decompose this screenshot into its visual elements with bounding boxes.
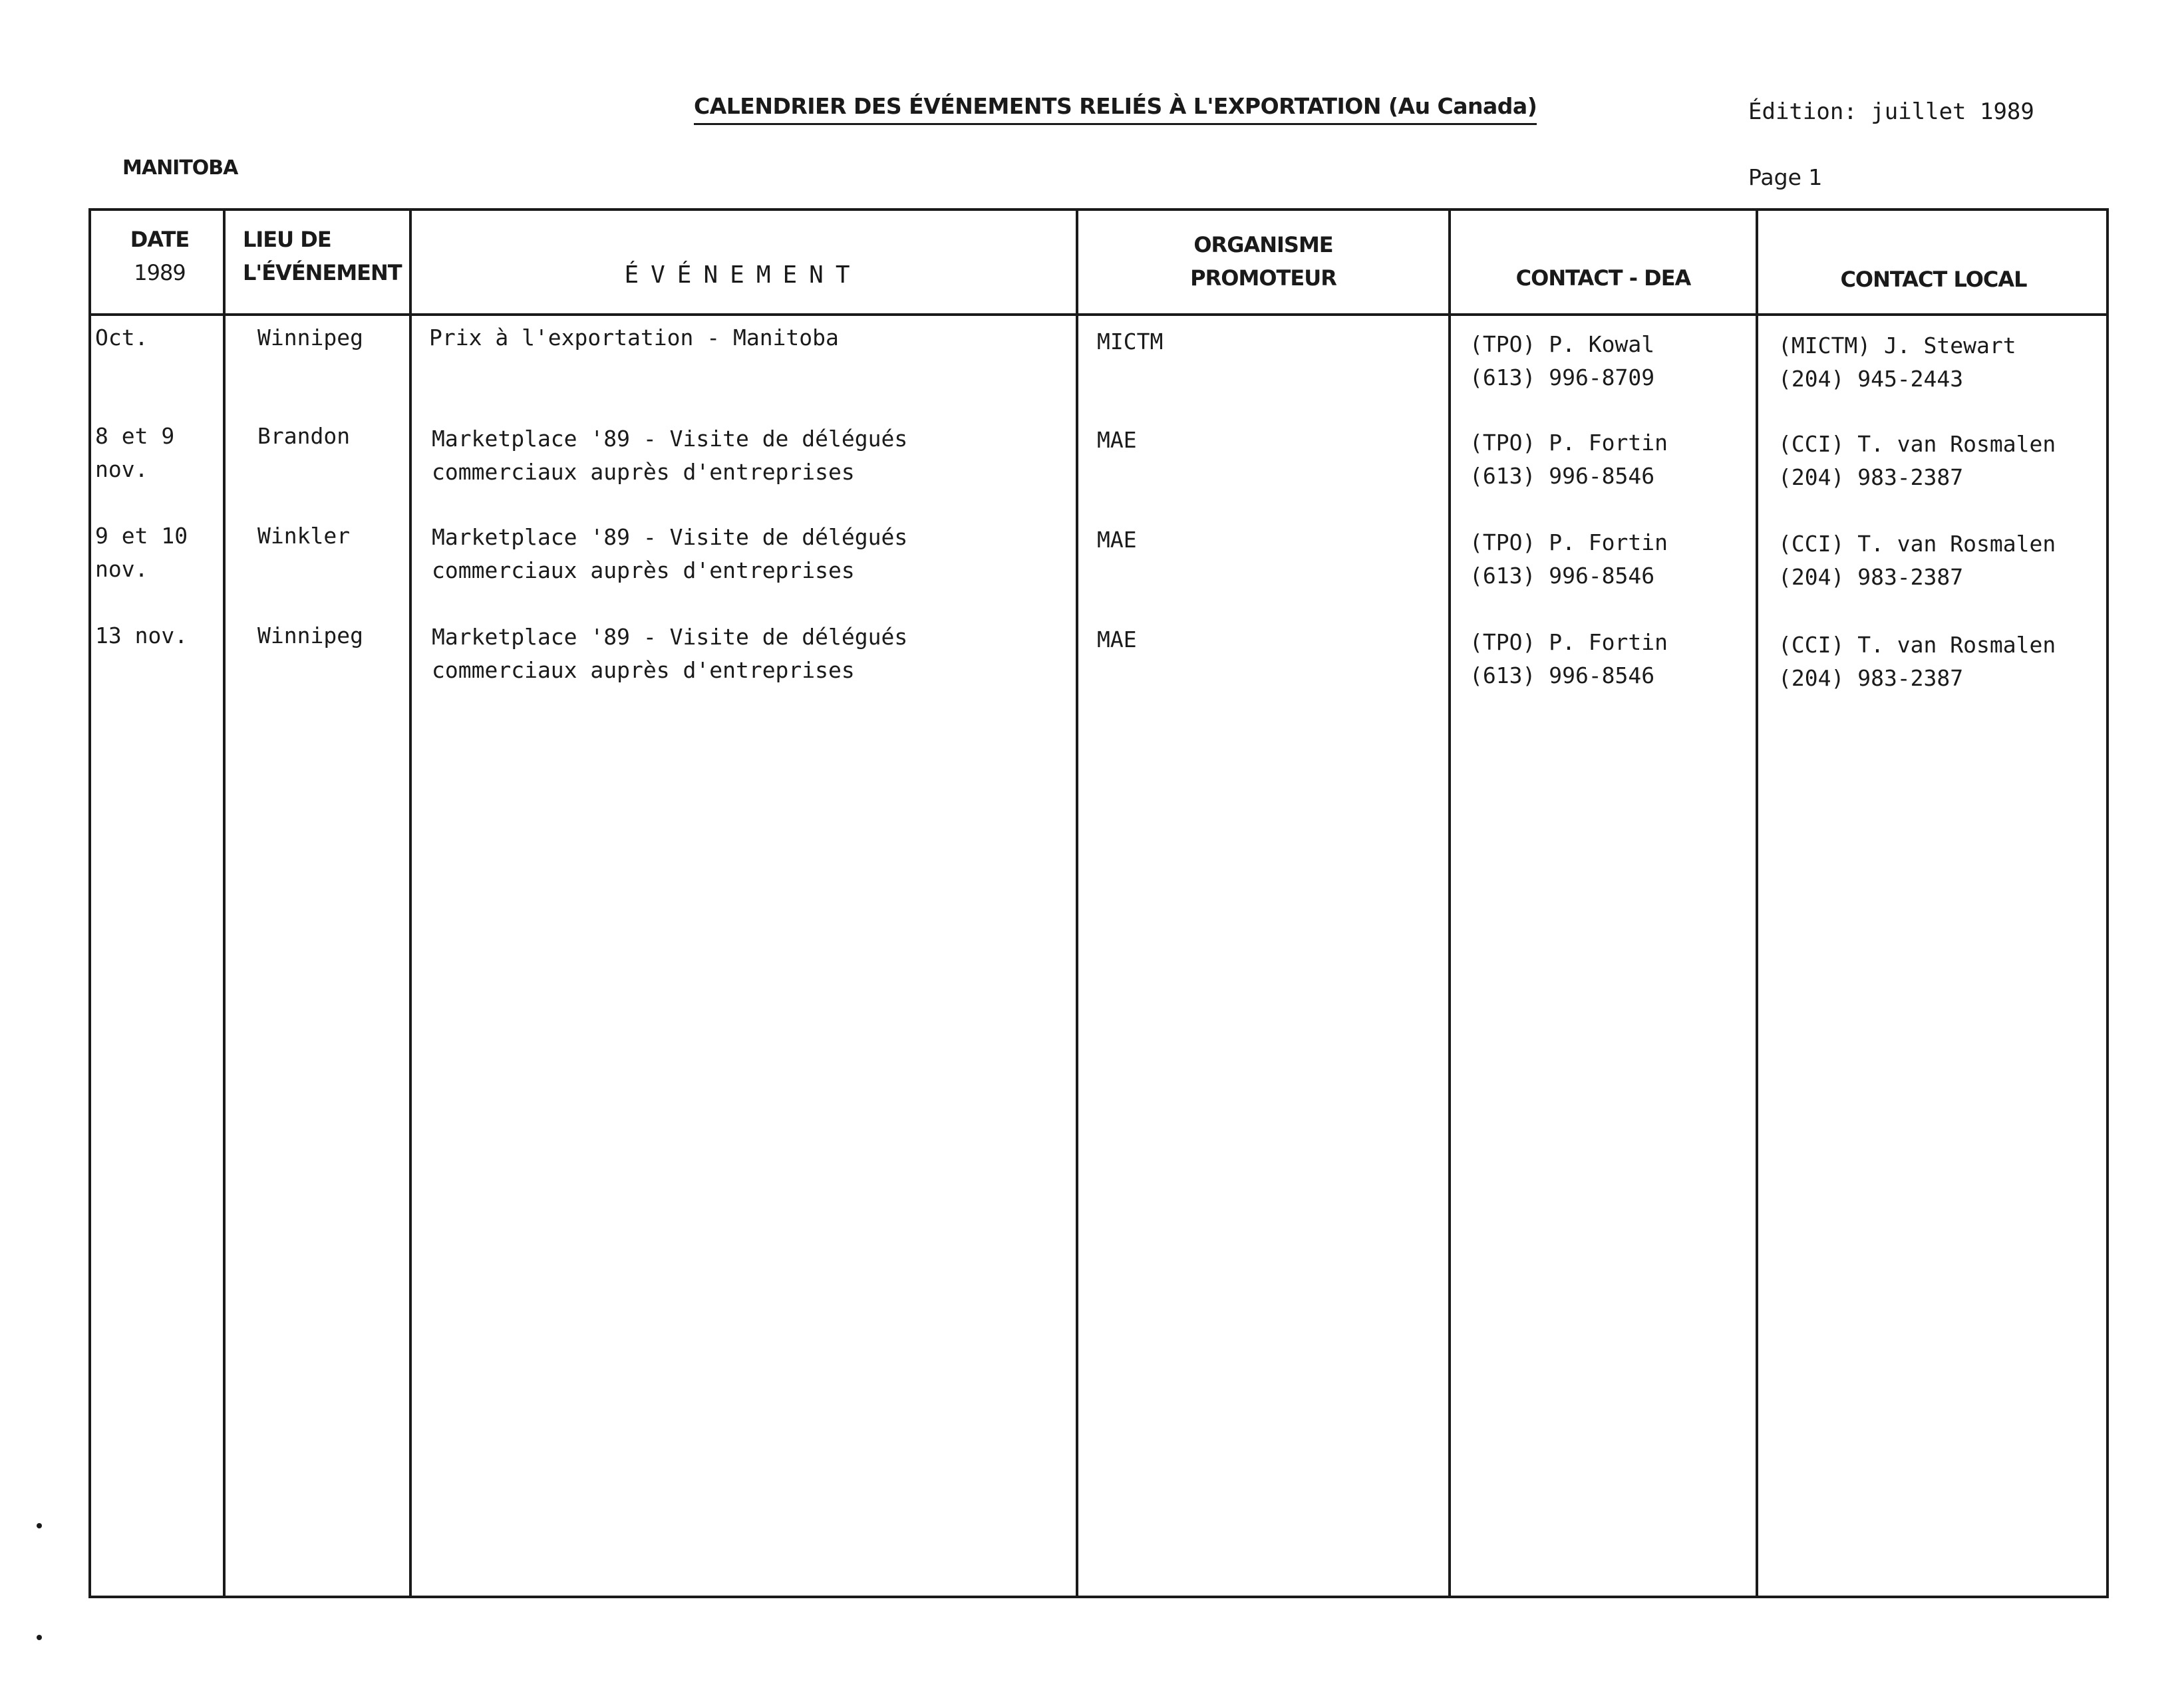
edition-date: Édition: juillet 1989 (1748, 98, 2034, 125)
column-divider (409, 211, 412, 1596)
scan-mark (37, 1523, 42, 1528)
row-4-contact-local (1778, 629, 2056, 695)
column-header-evenement: ÉVÉNEMENT (624, 261, 862, 289)
column-header-lieu-line1: LIEU DE (243, 227, 331, 252)
contact-name: (CCI) T. van Rosmalen (1778, 431, 2056, 457)
row-4-date: 13 nov. (95, 623, 188, 648)
column-header-lieu (243, 223, 402, 289)
contact-phone: (613) 996-8546 (1470, 563, 1655, 589)
column-divider (1448, 211, 1451, 1596)
row-2-organisme: MAE (1097, 427, 1137, 453)
contact-name: (TPO) P. Kowal (1470, 331, 1655, 357)
column-header-contact-dea: CONTACT - DEA (1515, 265, 1691, 291)
column-header-date (98, 223, 222, 289)
contact-phone: (204) 983-2387 (1778, 464, 1964, 490)
row-1-lieu: Winnipeg (257, 325, 363, 351)
column-header-contact-local: CONTACT LOCAL (1840, 267, 2027, 292)
contact-name: (CCI) T. van Rosmalen (1778, 531, 2056, 557)
row-2-contact-local (1778, 428, 2056, 494)
row-2-contact-dea (1470, 426, 1668, 493)
column-divider (1076, 211, 1078, 1596)
column-divider (223, 211, 226, 1596)
column-header-lieu-line2: L'ÉVÉNEMENT (243, 260, 402, 285)
column-header-organisme-line2: PROMOTEUR (1190, 265, 1336, 291)
contact-phone: (613) 996-8546 (1470, 463, 1655, 489)
contact-name: (TPO) P. Fortin (1470, 629, 1668, 655)
row-1-contact-local (1778, 329, 2016, 396)
row-2-lieu: Brandon (257, 423, 351, 449)
row-1-evenement: Prix à l'exportation - Manitoba (429, 325, 839, 351)
row-1-contact-dea (1470, 328, 1654, 394)
contact-phone: (613) 996-8709 (1470, 364, 1655, 390)
document-title: CALENDRIER DES ÉVÉNEMENTS RELIÉS À L'EXPORTATION (Au Canada) (694, 93, 1537, 125)
row-3-contact-local (1778, 527, 2056, 594)
row-3-contact-dea (1470, 526, 1668, 593)
column-header-date-year: 1989 (134, 260, 186, 285)
column-divider (1756, 211, 1758, 1596)
row-2-date: 8 et 9 nov. (95, 423, 175, 482)
row-2-evenement: Marketplace '89 - Visite de délégués commerciaux auprès d'entreprises (432, 426, 908, 485)
row-3-organisme: MAE (1097, 527, 1137, 553)
contact-name: (TPO) P. Fortin (1470, 529, 1668, 555)
row-4-organisme: MAE (1097, 627, 1137, 652)
contact-phone: (204) 983-2387 (1778, 564, 1964, 590)
contact-name: (CCI) T. van Rosmalen (1778, 632, 2056, 658)
column-header-date-title: DATE (130, 227, 190, 252)
row-1-date: Oct. (95, 325, 148, 351)
contact-phone: (613) 996-8546 (1470, 662, 1655, 688)
contact-name: (MICTM) J. Stewart (1778, 333, 2016, 358)
row-1-organisme: MICTM (1097, 329, 1164, 354)
row-3-lieu: Winkler (257, 523, 351, 549)
contact-name: (TPO) P. Fortin (1470, 430, 1668, 456)
contact-phone: (204) 945-2443 (1778, 366, 1964, 392)
scan-mark (37, 1635, 42, 1640)
events-table (88, 208, 2109, 1598)
row-4-evenement: Marketplace '89 - Visite de délégués commerciaux auprès d'entreprises (432, 624, 908, 683)
row-4-lieu: Winnipeg (257, 623, 363, 648)
column-header-organisme-line1: ORGANISME (1193, 232, 1333, 257)
row-3-date: 9 et 10 nov. (95, 523, 188, 582)
row-4-contact-dea (1470, 626, 1668, 692)
region-label: MANITOBA (122, 156, 238, 180)
column-header-organisme (1078, 228, 1448, 295)
row-3-evenement: Marketplace '89 - Visite de délégués commerciaux auprès d'entreprises (432, 524, 908, 583)
contact-phone: (204) 983-2387 (1778, 665, 1964, 691)
page-number: Page 1 (1748, 164, 1823, 190)
header-separator (91, 313, 2106, 316)
